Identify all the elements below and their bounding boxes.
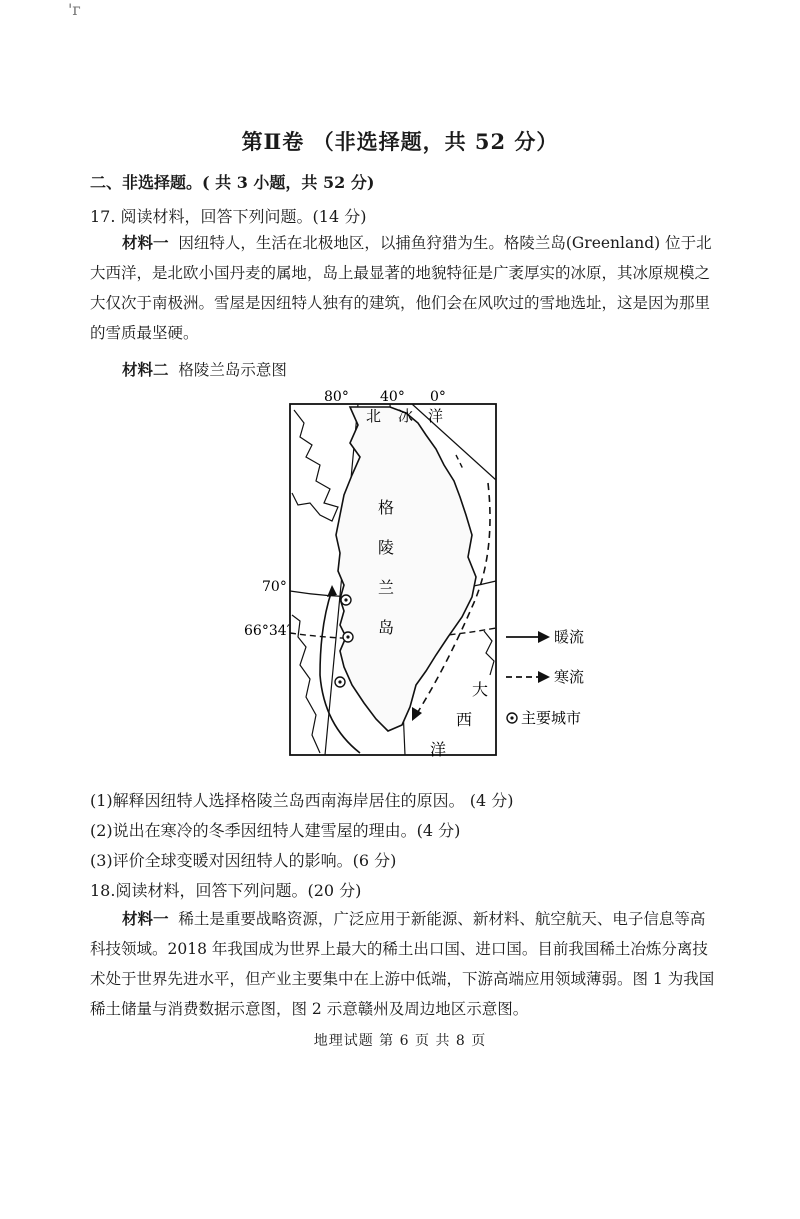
city-marker	[343, 632, 353, 642]
q17-material-2	[122, 358, 287, 380]
corner-scan-mark: 'г	[68, 0, 81, 19]
greenland-outline	[336, 407, 476, 731]
q18-material-1-text: 稀土是重要战略资源，广泛应用于新能源、新材料、航空航天、电子信息等高科技领域。2018 年我国成为世界上最大的稀土出口国、进口国。目前我国稀土冶炼分离技术处于世界先进水平，但产业主要集中在上游中低端，下游高端应用领域薄弱。图 1 为我国稀土储量与消费数据示意图，图 2 示意赣州及周边地区示意图。	[90, 910, 715, 1018]
lat-label-70: 70°	[262, 579, 287, 595]
ocean-north-char-2: 冰	[398, 407, 414, 425]
city-marker	[341, 595, 351, 605]
q17-question-3: (3)评价全球变暖对因纽特人的影响。(6 分)	[90, 851, 397, 870]
q18-material-1	[90, 904, 716, 1024]
lat-label-66: 66°34′	[244, 623, 290, 639]
island-name-char-4: 岛	[378, 618, 395, 637]
ocean-south-char-1: 大	[472, 680, 489, 699]
q17-question-1: (1)解释因纽特人选择格陵兰岛西南海岸居住的原因。 (4 分)	[90, 791, 514, 810]
question-17-heading: 17. 阅读材料，回答下列问题。(14 分)	[90, 207, 367, 226]
q17-material-1-text: 因纽特人，生活在北极地区，以捕鱼狩猎为生。格陵兰岛(Greenland) 位于北大西洋，是北欧小国丹麦的属地，岛上最显著的地貌特征是广袤厚实的冰原，其冰原规模之大仅次于南极洲。雪屋是因纽特人独有的建筑，他们会在风吹过的雪地选址，这是因为那里的雪质最坚硬。	[90, 234, 712, 342]
q17-material-2-caption: 格陵兰岛示意图	[178, 361, 287, 379]
ocean-south-char-2: 西	[456, 710, 473, 729]
page-footer: 地理试题 第 6 页 共 8 页	[313, 1033, 487, 1049]
island-name-char-3: 兰	[378, 578, 395, 597]
q17-material-1-label: 材料一	[122, 233, 169, 252]
legend-warm-label: 暖流	[554, 628, 585, 646]
q18-material-1-label: 材料一	[122, 909, 169, 928]
ocean-north-char-1: 北	[366, 407, 382, 425]
ocean-north-char-3: 洋	[428, 407, 444, 425]
legend-cold-label: 寒流	[554, 668, 585, 686]
island-name-char-2: 陵	[378, 538, 395, 557]
q17-material-1	[90, 228, 716, 348]
legend-warm	[506, 628, 584, 646]
q17-material-2-label: 材料二	[122, 360, 169, 379]
q17-question-2: (2)说出在寒冷的冬季因纽特人建雪屋的理由。(4 分)	[90, 821, 461, 840]
lon-label-80: 80°	[324, 389, 349, 405]
iceland-coast	[484, 631, 494, 675]
canada-coast-north	[292, 410, 338, 521]
city-marker	[335, 677, 345, 687]
island-name-char-1: 格	[378, 498, 395, 517]
cold-current-north	[456, 455, 464, 471]
lon-label-40: 40°	[380, 389, 405, 405]
warm-current-arrowhead	[327, 585, 337, 597]
legend-city-label: 主要城市	[521, 709, 582, 727]
legend-cold	[506, 668, 584, 686]
section-title: 第Ⅱ卷 （非选择题，共 52 分）	[241, 129, 559, 154]
section-heading: 二、非选择题。( 共 3 小题，共 52 分)	[90, 173, 375, 192]
legend-city	[507, 709, 581, 727]
greenland-map	[240, 385, 600, 780]
question-18-heading: 18.阅读材料，回答下列问题。(20 分)	[90, 881, 362, 900]
ocean-south-char-3: 洋	[430, 740, 447, 759]
lon-label-0: 0°	[430, 389, 446, 405]
